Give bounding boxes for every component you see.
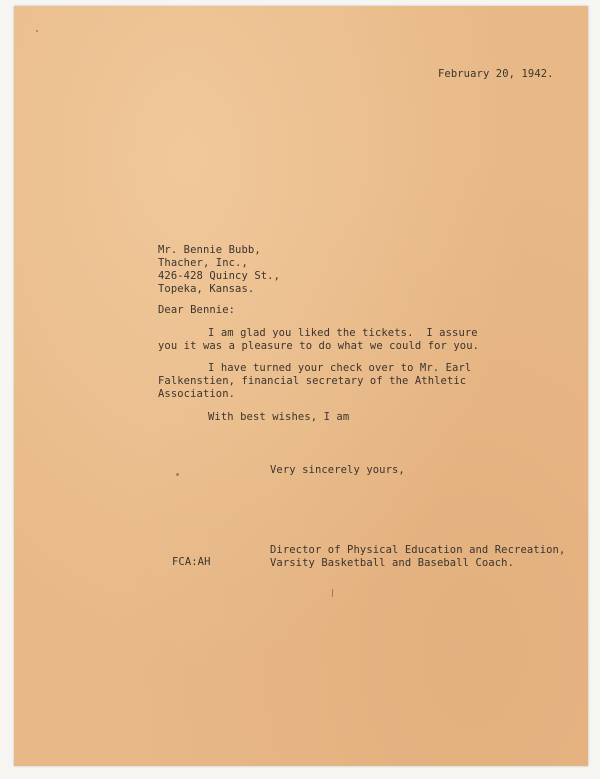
recipient-city: Topeka, Kansas. <box>158 283 255 295</box>
recipient-name: Mr. Bennie Bubb, <box>158 244 261 256</box>
paragraph-1-line-2: you it was a pleasure to do what we could for you. <box>158 340 480 352</box>
paragraph-2-line-1: I have turned your check over to Mr. Earl <box>208 362 472 374</box>
signature-title-line-1: Director of Physical Education and Recreation, <box>270 544 566 556</box>
paragraph-1-line-1: I am glad you liked the tickets. I assure <box>208 327 478 339</box>
paper-speck <box>332 589 333 597</box>
paragraph-2-line-3: Association. <box>158 388 236 400</box>
paragraph-2-line-2: Falkenstien, financial secretary of the Athletic <box>158 375 467 387</box>
letter-date: February 20, 1942. <box>438 68 554 80</box>
paragraph-3: With best wishes, I am <box>208 411 350 423</box>
closing: Very sincerely yours, <box>270 464 405 476</box>
recipient-company: Thacher, Inc., <box>158 257 248 269</box>
paper-speck <box>36 30 38 32</box>
signature-title-line-2: Varsity Basketball and Baseball Coach. <box>270 557 515 569</box>
letter-page <box>14 6 588 766</box>
typist-initials: FCA:AH <box>172 556 211 568</box>
salutation: Dear Bennie: <box>158 304 236 316</box>
paper-speck <box>176 473 179 476</box>
recipient-street: 426-428 Quincy St., <box>158 270 281 282</box>
